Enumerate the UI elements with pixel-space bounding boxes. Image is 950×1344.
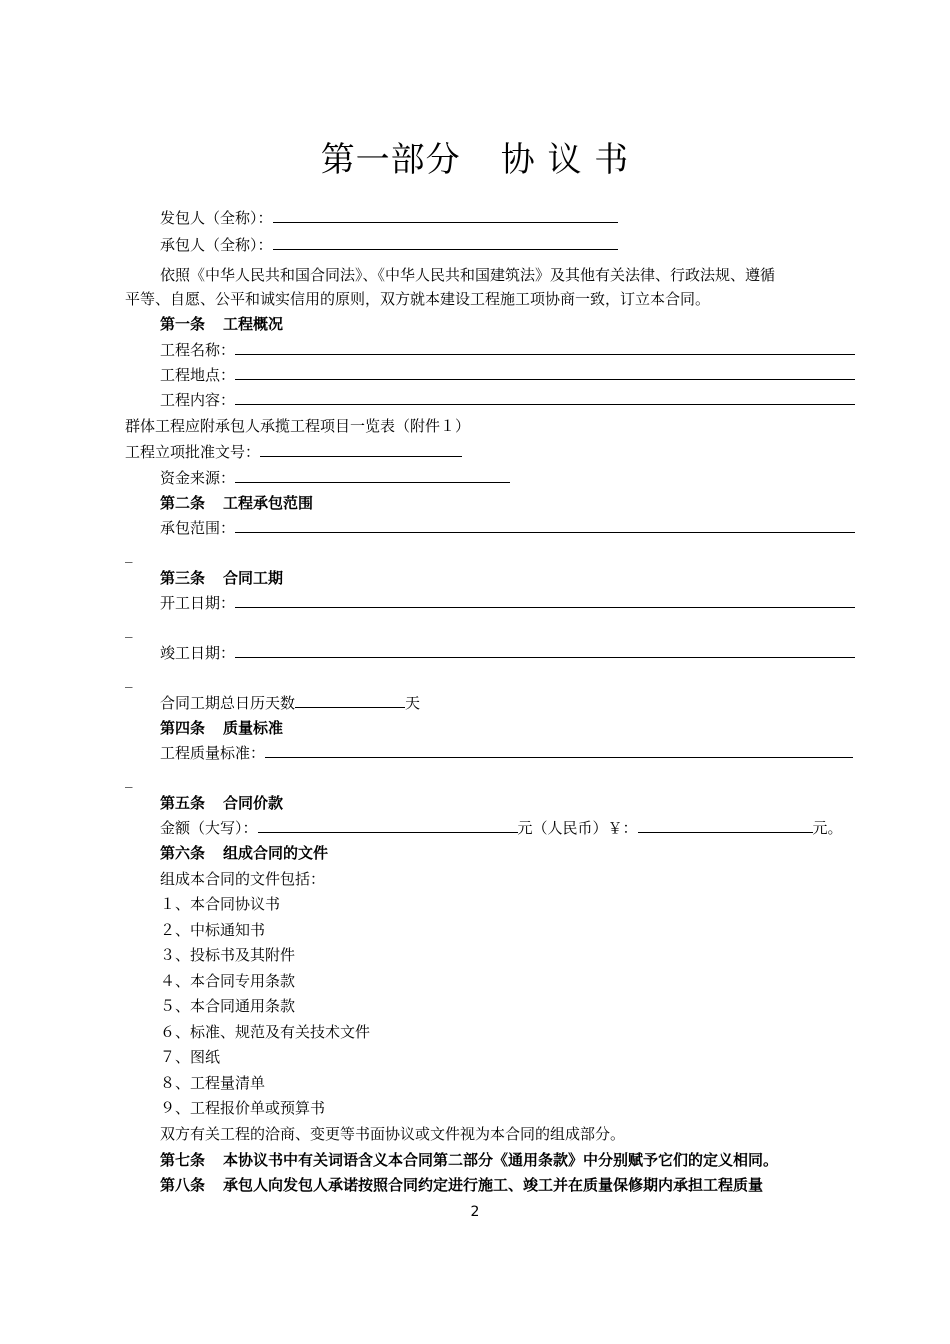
article-1-heading <box>160 314 283 334</box>
project-content-label: 工程内容： <box>160 391 236 409</box>
article-1-title: 工程概况 <box>223 315 284 333</box>
article-7-text: 本协议书中有关词语含义本合同第二部分《通用条款》中分别赋予它们的定义相同。 <box>223 1151 779 1169</box>
approval-blank[interactable] <box>260 442 462 457</box>
article-7-number: 第七条 <box>160 1151 206 1169</box>
project-content-row <box>160 390 855 410</box>
article-5-number: 第五条 <box>160 794 206 812</box>
contractor-row <box>160 235 618 255</box>
article-6-title: 组成合同的文件 <box>223 844 329 862</box>
project-place-label: 工程地点： <box>160 366 236 384</box>
start-date-row <box>160 593 855 613</box>
end-date-row <box>160 643 855 663</box>
page-number: 2 <box>470 1204 480 1220</box>
article-5-heading <box>160 793 283 813</box>
price-row <box>160 818 843 838</box>
article-3-title: 合同工期 <box>223 569 284 587</box>
article-4-heading <box>160 718 283 738</box>
overflow-mark: _ <box>125 770 133 788</box>
approval-label: 工程立项批准文号： <box>125 443 261 461</box>
article-8 <box>160 1175 763 1195</box>
quality-row <box>160 743 853 763</box>
project-name-label: 工程名称： <box>160 341 236 359</box>
project-name-blank[interactable] <box>235 340 855 355</box>
total-days-row <box>160 693 420 713</box>
document-item: ４、本合同专用条款 <box>160 972 296 990</box>
amount-label: 金额（大写）： <box>160 819 258 837</box>
start-date-label: 开工日期： <box>160 594 236 612</box>
document-item: ９、工程报价单或预算书 <box>160 1099 326 1117</box>
project-content-blank[interactable] <box>235 390 855 405</box>
page-title <box>0 132 950 181</box>
amount-words-blank[interactable] <box>258 818 518 833</box>
document-item: ３、投标书及其附件 <box>160 946 296 964</box>
total-days-blank[interactable] <box>295 693 405 708</box>
fund-row <box>160 468 510 488</box>
rmb-label: 元（人民币）￥： <box>517 819 638 837</box>
document-item: ２、中标通知书 <box>160 921 266 939</box>
article-2-title: 工程承包范围 <box>223 494 314 512</box>
article-3-heading <box>160 568 283 588</box>
fund-label: 资金来源： <box>160 469 236 487</box>
quality-blank[interactable] <box>265 743 853 758</box>
article-5-title: 合同价款 <box>223 794 284 812</box>
article-4-number: 第四条 <box>160 719 206 737</box>
article-2-heading <box>160 493 313 513</box>
article-3-number: 第三条 <box>160 569 206 587</box>
quality-label: 工程质量标准： <box>160 744 266 762</box>
employer-blank[interactable] <box>273 208 618 223</box>
project-place-row <box>160 365 855 385</box>
title-part: 第一部分 <box>320 140 461 180</box>
article-8-number: 第八条 <box>160 1176 206 1194</box>
project-name-row <box>160 340 855 360</box>
intro-line-1: 依照《中华人民共和国合同法》、《中华人民共和国建筑法》及其他有关法律、行政法规、遵循 <box>160 266 776 284</box>
documents-closing: 双方有关工程的洽商、变更等书面协议或文件视为本合同的组成部分。 <box>160 1125 626 1143</box>
article-7 <box>160 1150 778 1170</box>
group-project-note: 群体工程应附承包人承揽工程项目一览表（附件１） <box>125 417 471 435</box>
document-item: ５、本合同通用条款 <box>160 997 296 1015</box>
start-date-blank[interactable] <box>235 593 855 608</box>
employer-label: 发包人（全称）： <box>160 209 273 227</box>
article-1-number: 第一条 <box>160 315 206 333</box>
amount-figures-blank[interactable] <box>638 818 813 833</box>
documents-intro: 组成本合同的文件包括： <box>160 870 326 888</box>
document-item: ７、图纸 <box>160 1048 221 1066</box>
contractor-blank[interactable] <box>273 235 618 250</box>
article-2-number: 第二条 <box>160 494 206 512</box>
end-date-blank[interactable] <box>235 643 855 658</box>
document-item: ６、标准、规范及有关技术文件 <box>160 1023 371 1041</box>
intro-line-2: 平等、自愿、公平和诚实信用的原则，双方就本建设工程施工项协商一致，订立本合同。 <box>125 290 711 308</box>
overflow-mark: _ <box>125 620 133 638</box>
total-days-unit: 天 <box>405 694 421 712</box>
fund-blank[interactable] <box>235 468 510 483</box>
total-days-label: 合同工期总日历天数 <box>160 694 296 712</box>
article-6-heading <box>160 843 328 863</box>
article-8-text: 承包人向发包人承诺按照合同约定进行施工、竣工并在质量保修期内承担工程质量 <box>223 1176 764 1194</box>
document-item: １、本合同协议书 <box>160 895 281 913</box>
article-6-number: 第六条 <box>160 844 206 862</box>
approval-row <box>125 442 462 462</box>
scope-blank[interactable] <box>235 518 855 533</box>
yuan-label: 元。 <box>812 819 843 837</box>
employer-row <box>160 208 618 228</box>
overflow-mark: _ <box>125 670 133 688</box>
article-4-title: 质量标准 <box>223 719 284 737</box>
overflow-mark: _ <box>125 545 133 563</box>
scope-label: 承包范围： <box>160 519 236 537</box>
scope-row <box>160 518 855 538</box>
document-item: ８、工程量清单 <box>160 1074 266 1092</box>
title-name: 协 议 书 <box>500 140 630 180</box>
end-date-label: 竣工日期： <box>160 644 236 662</box>
contractor-label: 承包人（全称）： <box>160 236 273 254</box>
project-place-blank[interactable] <box>235 365 855 380</box>
